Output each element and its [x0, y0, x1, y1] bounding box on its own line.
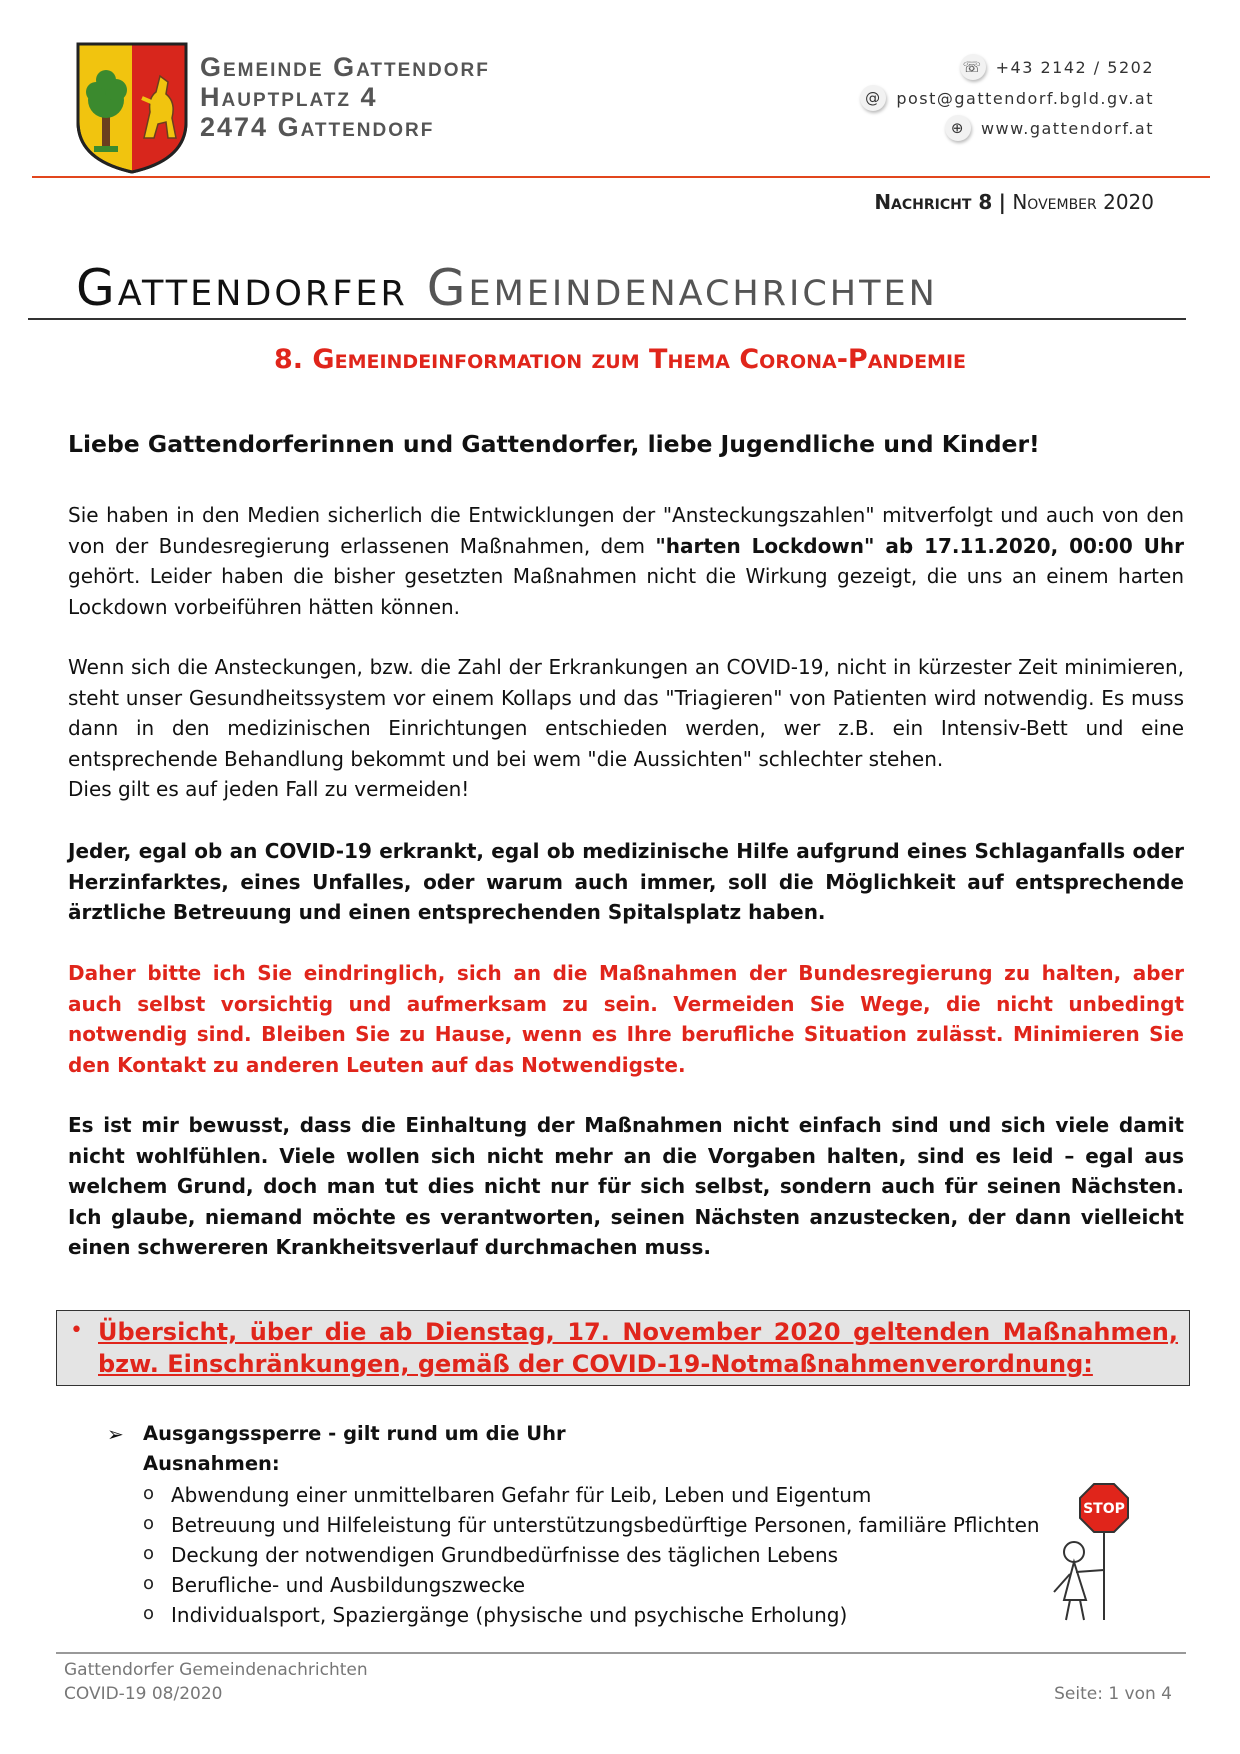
phone-icon: ☏ — [960, 54, 986, 80]
paragraph-2 — [68, 652, 1184, 774]
email-at-icon: @ — [860, 85, 886, 111]
list-item — [143, 1603, 847, 1627]
list-marker: o — [143, 1573, 155, 1594]
footer-page-number: Seite: 1 von 4 — [1054, 1684, 1172, 1704]
curfew-title: Ausgangssperre - gilt rund um die Uhr — [143, 1422, 566, 1445]
paragraph-1 — [68, 500, 1184, 622]
list-item-text: Abwendung einer unmittelbaren Gefahr für Leib, Leben und Eigentum — [171, 1483, 872, 1507]
paragraph-2-text: Wenn sich die Ansteckungen, bzw. die Zahl der Erkrankungen an COVID-19, nicht in kürzester Zeit minimieren, steht unser Gesundheitssystem vor einem Kollaps und das "Triagieren" von Patienten wird notwendig. Es muss dann in den medizinischen Einrichtungen entschieden werden, wer z.B. ein Intensiv-Bett und eine entsprechende Behandlung bekommt und bei wem "die Aussichten" schlechter stehen. — [68, 655, 1184, 771]
masthead-part-2: Gemeindenachrichten — [426, 259, 938, 317]
list-marker: o — [143, 1483, 155, 1504]
issue-info — [874, 190, 1154, 214]
address-line-2: Hauptplatz 4 — [200, 82, 378, 112]
page-subtitle: 8. Gemeindeinformation zum Thema Corona-Pandemie — [273, 344, 967, 375]
website-url[interactable]: www.gattendorf.at — [980, 118, 1154, 138]
paragraph-3: Jeder, egal ob an COVID-19 erkrankt, egal ob medizinische Hilfe aufgrund eines Schlaganfalls oder Herzinfarktes, eines Unfalles, oder warum auch immer, soll die Möglichkeit auf entsprechende ärztliche Betreuung und einen entsprechenden Spitalsplatz haben. — [68, 839, 1184, 924]
paragraph-1-bold: "harten Lockdown" ab 17.11.2020, 00:00 Uhr — [655, 533, 1184, 558]
paragraph-1-text-a: Sie haben in den Medien sicherlich die Entwicklungen der "Ansteckungszahlen" mitverfolgt und auch von den von der Bundesregierung erlassenen Maßnahmen, dem — [68, 503, 1184, 558]
list-item — [143, 1573, 525, 1597]
issue-label: Nachricht 8 — [874, 190, 993, 214]
footer-divider — [56, 1652, 1186, 1654]
overview-heading: Übersicht, über die ab Dienstag, 17. November 2020 geltenden Maßnahmen, bzw. Einschränkungen, gemäß der COVID-19-Notmaßnahmenverordnung: — [98, 1318, 1178, 1378]
footer-publication: Gattendorfer Gemeindenachrichten — [64, 1660, 368, 1680]
list-item-text: Individualsport, Spaziergänge (physische und psychische Erholung) — [171, 1603, 848, 1627]
list-marker: o — [143, 1603, 155, 1624]
overview-bullet: • — [70, 1318, 83, 1343]
issue-separator: | — [998, 190, 1006, 214]
header-divider — [32, 176, 1210, 178]
email-address[interactable]: post@gattendorf.bgld.gv.at — [896, 88, 1154, 108]
list-item-text: Deckung der notwendigen Grundbedürfnisse des täglichen Lebens — [171, 1543, 839, 1567]
list-marker: o — [143, 1513, 155, 1534]
list-item — [143, 1513, 1040, 1537]
municipal-crest-logo — [76, 42, 188, 174]
phone-number: +43 2142 / 5202 — [995, 57, 1154, 77]
masthead-title — [76, 258, 938, 318]
masthead-divider — [28, 318, 1186, 320]
paragraph-4-appeal: Daher bitte ich Sie eindringlich, sich an die Maßnahmen der Bundesregierung zu halten, aber auch selbst vorsichtig und aufmerksam zu sein. Vermeiden Sie Wege, die nicht unbedingt notwendig sind. Bleiben Sie zu Hause, wenn es Ihre berufliche Situation zulässt. Minimieren Sie den Kontakt zu anderen Leuten auf das Notwendigste. — [68, 961, 1184, 1077]
contact-email — [860, 84, 1154, 112]
list-item — [143, 1543, 838, 1567]
list-item — [143, 1483, 871, 1507]
contact-website — [945, 114, 1154, 142]
list-marker: o — [143, 1543, 155, 1564]
address-line-1: Gemeinde Gattendorf — [200, 52, 490, 82]
masthead-part-1: Gattendorfer — [76, 259, 408, 317]
footer-edition: COVID-19 08/2020 — [64, 1684, 223, 1704]
paragraph-2-last-line: Dies gilt es auf jeden Fall zu vermeiden! — [68, 777, 470, 801]
list-item-text: Berufliche- und Ausbildungszwecke — [171, 1573, 526, 1597]
stop-sign-text: STOP — [1083, 1501, 1125, 1517]
list-item-text: Betreuung und Hilfeleistung für unterstützungsbedürftige Personen, familiäre Pflichten — [171, 1513, 1040, 1537]
issue-date: November 2020 — [1012, 190, 1154, 214]
paragraph-5: Es ist mir bewusst, dass die Einhaltung der Maßnahmen nicht einfach sind und sich viele damit nicht wohlfühlen. Viele wollen sich nicht mehr an die Vorgaben halten, sind es leid – egal aus welchem Grund, doch man tut dies nicht nur für sich selbst, sondern auch für seinen Nächsten. Ich glaube, niemand möchte es verantworten, seinen Nächsten anzustecken, der dann vielleicht einen schwereren Krankheitsverlauf durchmachen muss. — [68, 1113, 1184, 1259]
arrow-bullet-icon: ➢ — [107, 1422, 124, 1446]
paragraph-1-text-b: gehört. Leider haben die bisher gesetzten Maßnahmen nicht die Wirkung gezeigt, die uns an einem harten Lockdown vorbeiführen hätten können. — [68, 564, 1184, 619]
contact-phone — [960, 53, 1154, 81]
greeting: Liebe Gattendorferinnen und Gattendorfer, liebe Jugendliche und Kinder! — [68, 430, 1040, 458]
stop-sign-figure-icon — [1046, 1480, 1146, 1630]
globe-icon: ⊕ — [945, 115, 971, 141]
exceptions-label: Ausnahmen: — [143, 1452, 280, 1475]
address-line-3: 2474 Gattendorf — [200, 112, 435, 142]
